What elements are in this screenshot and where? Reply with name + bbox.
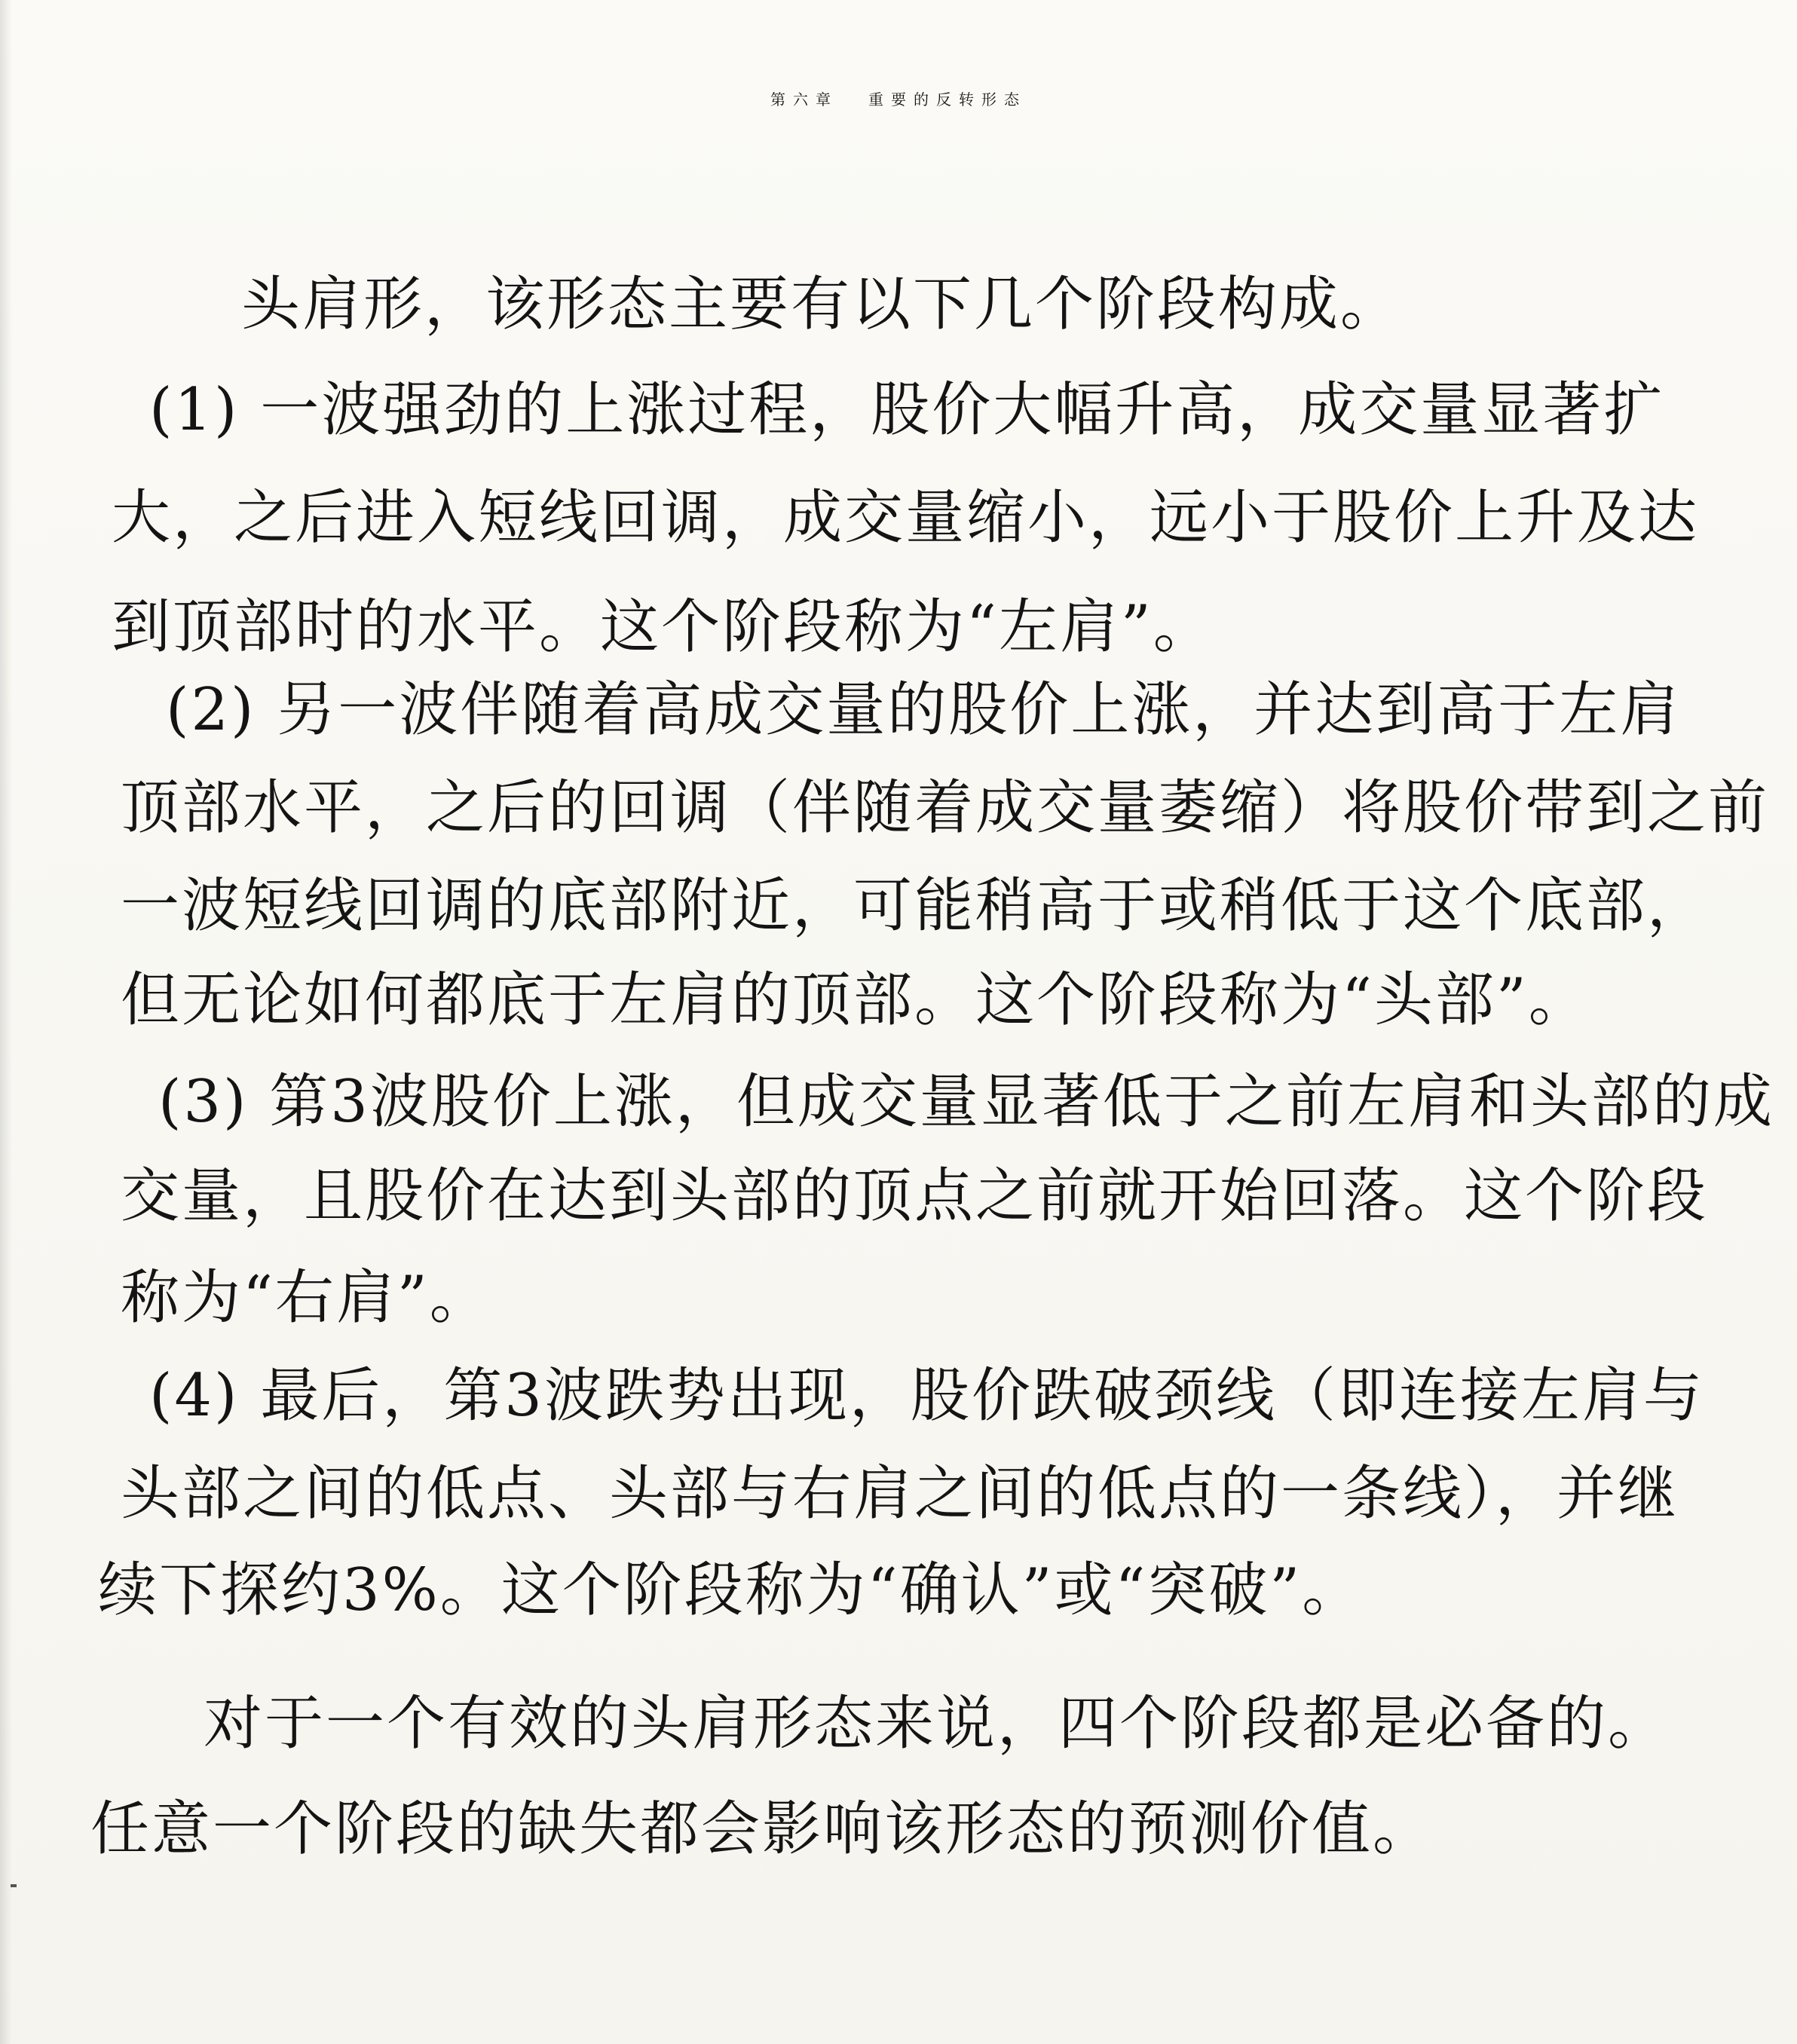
- stage-4-line-3: 续下探约3%。这个阶段称为“确认”或“突破”。: [98, 1556, 1364, 1624]
- stage-4-line-2: 头部之间的低点、头部与右肩之间的低点的一条线），并继: [121, 1460, 1679, 1528]
- stage-2-line-2: 顶部水平，之后的回调（伴随着成交量萎缩）将股价带到之前: [121, 774, 1770, 842]
- stage-3-line-2: 交量，且股价在达到头部的顶点之前就开始回落。这个阶段: [121, 1162, 1709, 1230]
- stage-4-line-1: (4) 最后，第3波跌势出现，股价跌破颈线（即连接左肩与: [149, 1362, 1704, 1430]
- chapter-title: [0, 90, 1797, 109]
- stage-3-line-3: 称为“右肩”。: [121, 1264, 491, 1332]
- stage-1-line-2: 大，之后进入短线回调，成交量缩小，远小于股价上升及达: [112, 484, 1700, 552]
- intro-line: 头肩形，该形态主要有以下几个阶段构成。: [241, 271, 1402, 338]
- margin-mark: [11, 1884, 17, 1887]
- stage-2-line-4: 但无论如何都底于左肩的顶部。这个阶段称为“头部”。: [121, 966, 1590, 1034]
- stage-3-line-1: (3) 第3波股价上涨，但成交量显著低于之前左肩和头部的成: [158, 1068, 1774, 1136]
- conclusion-line-2: 任意一个阶段的缺失都会影响该形态的预测价值。: [90, 1795, 1434, 1863]
- conclusion-line-1: 对于一个有效的头肩形态来说，四个阶段都是必备的。: [204, 1690, 1670, 1758]
- page-edge-shadow: [0, 0, 12, 2044]
- stage-2-line-3: 一波短线回调的底部附近，可能稍高于或稍低于这个底部，: [121, 872, 1709, 940]
- stage-2-line-1: (2) 另一波伴随着高成交量的股价上涨，并达到高于左肩: [166, 676, 1682, 744]
- stage-1-line-3: 到顶部时的水平。这个阶段称为“左肩”。: [112, 593, 1214, 661]
- chapter-number: 第六章: [770, 90, 838, 109]
- stage-1-line-1: (1) 一波强劲的上涨过程，股价大幅升高，成交量显著扩: [149, 376, 1665, 444]
- chapter-heading: 重要的反转形态: [868, 90, 1027, 109]
